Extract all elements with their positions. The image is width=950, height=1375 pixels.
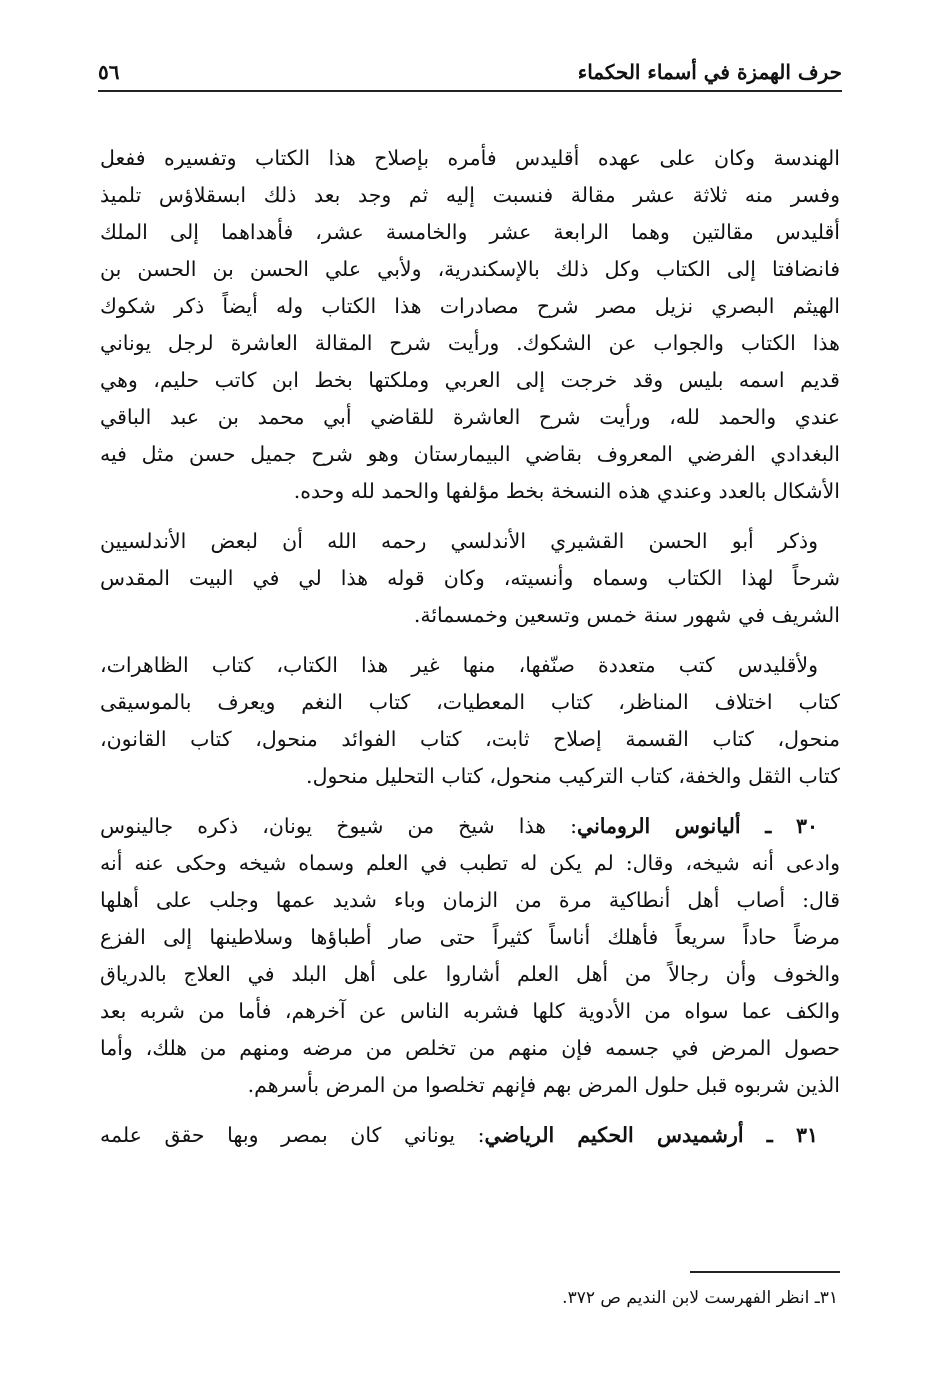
entry-text: : يوناني كان بمصر وبها حقق علمه — [100, 1123, 485, 1147]
text-line: كتاب الثقل والخفة، كتاب التركيب منحول، كتاب التحليل منحول. — [306, 764, 840, 788]
paragraph — [100, 647, 840, 795]
text-line: البغدادي الفرضي المعروف بقاضي البيمارستان وهو شرح جميل حسن مثل فيه — [100, 442, 840, 466]
entry-heading: ٣٠ ـ أليانوس الروماني — [577, 814, 818, 838]
text-line: قال: أصاب أهل أنطاكية مرة من الزمان وباء شديد عمها وجلب على أهلها — [100, 888, 840, 912]
text-line — [100, 1117, 840, 1154]
text-line: أقليدس مقالتين وهما الرابعة عشر والخامسة عشر، فأهداهما إلى الملك — [100, 220, 840, 244]
footnote: ٣١ـ انظر الفهرست لابن النديم ص ٣٧٢. — [562, 1288, 838, 1308]
entry-heading: ٣١ ـ أرشميدس الحكيم الرياضي — [484, 1123, 818, 1147]
text-line: قديم اسمه بليس وقد خرجت إلى العربي وملكتها بخط ابن كاتب حليم، وهي — [100, 368, 840, 392]
text-line: الهندسة وكان على عهده أقليدس فأمره بإصلاح هذا الكتاب وتفسيره ففعل — [100, 146, 840, 170]
footnote-rule — [690, 1271, 840, 1273]
text-line: والكف عما سواه من الأدوية كلها فشربه الناس عن آخرهم، فأما من شربه بعد — [100, 999, 840, 1023]
text-line: مرضاً حاداً سريعاً فأهلك أناساً كثيراً حتى صار أطباؤها وسلاطينها إلى الفزع — [100, 925, 840, 949]
text-line: منحول، كتاب القسمة إصلاح ثابت، كتاب الفوائد منحول، كتاب القانون، — [100, 727, 840, 751]
text-line: شرحاً لهذا الكتاب وسماه وأنسيته، وكان قوله هذا لي في البيت المقدس — [100, 566, 840, 590]
running-header — [98, 58, 842, 92]
entry-text: : هذا شيخ من شيوخ يونان، ذكره جالينوس — [100, 814, 578, 838]
text-line: فانضافتا إلى الكتاب وكل ذلك بالإسكندرية، ولأبي علي الحسن بن الحسن بن — [100, 257, 840, 281]
paragraph — [100, 140, 840, 510]
text-line: هذا الكتاب والجواب عن الشكوك. ورأيت شرح المقالة العاشرة لرجل يوناني — [100, 331, 840, 355]
text-line: وذكر أبو الحسن القشيري الأندلسي رحمه الله أن لبعض الأندلسيين — [100, 529, 818, 553]
text-line: حصول المرض في جسمه فإن منهم من تخلص من مرضه ومنهم من هلك، وأما — [100, 1036, 840, 1060]
text-line: الذين شربوه قبل حلول المرض بهم فإنهم تخلصوا من المرض بأسرهم. — [247, 1073, 840, 1097]
text-line: الشريف في شهور سنة خمس وتسعين وخمسمائة. — [413, 603, 840, 627]
paragraph — [100, 523, 840, 634]
page-body — [100, 140, 840, 1154]
text-line: الأشكال بالعدد وعندي هذه النسخة بخط مؤلفها والحمد لله وحده. — [293, 479, 840, 503]
chapter-title: حرف الهمزة في أسماء الحكماء — [577, 60, 842, 84]
text-line: الهيثم البصري نزيل مصر شرح مصادرات هذا الكتاب وله أيضاً ذكر شكوك — [100, 294, 840, 318]
text-line — [100, 808, 840, 845]
page-number: ٥٦ — [98, 60, 120, 84]
text-line: وفسر منه ثلاثة عشر مقالة فنسبت إليه ثم وجد بعد ذلك ابسقلاؤس تلميذ — [100, 183, 840, 207]
text-line: عندي والحمد لله، ورأيت شرح العاشرة للقاضي أبي محمد بن عبد الباقي — [100, 405, 840, 429]
entry-30 — [100, 808, 840, 1104]
entry-31 — [100, 1117, 840, 1154]
text-line: وادعى أنه شيخه، وقال: لم يكن له تطبب في العلم وسماه شيخه وحكى عنه أنه — [100, 851, 840, 875]
text-line: كتاب اختلاف المناظر، كتاب المعطيات، كتاب النغم ويعرف بالموسيقى — [100, 690, 840, 714]
text-line: ولأقليدس كتب متعددة صنّفها، منها غير هذا الكتاب، كتاب الظاهرات، — [100, 653, 818, 677]
text-line: والخوف وأن رجالاً من أهل العلم أشاروا على أهل البلد في العلاج بالدرياق — [100, 962, 840, 986]
